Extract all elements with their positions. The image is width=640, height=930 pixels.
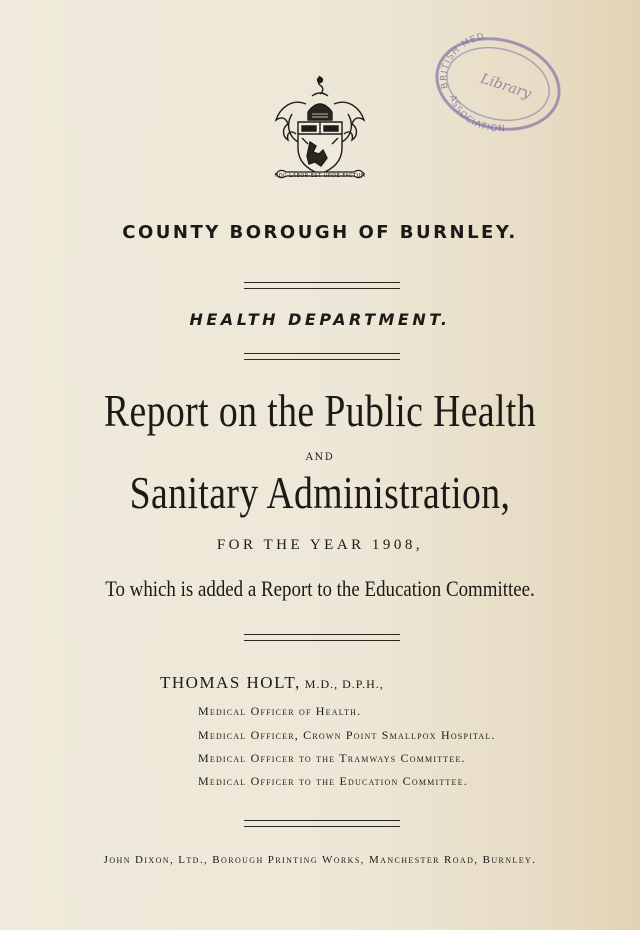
report-year: FOR THE YEAR 1908,	[216, 537, 424, 553]
double-rule	[244, 353, 400, 360]
crest-motto: HOC LABOR EST UNDE FACTUM	[274, 173, 366, 179]
stamp-text-top: BRITISH MED	[439, 31, 487, 90]
report-title-line1: Report on the Public Health	[103, 385, 537, 436]
department-heading: HEALTH DEPARTMENT.	[189, 310, 451, 329]
stamp-text-bottom: ASSOCIATION	[446, 94, 506, 134]
author-degrees: M.D., D.P.H.,	[304, 677, 384, 691]
author-office: Medical Officer to the Tramways Committee.	[198, 751, 466, 765]
stamp-text-center: Library	[478, 70, 534, 103]
printer-imprint: John Dixon, Ltd., Borough Printing Works, Manchester Road, Burnley.	[103, 854, 537, 866]
county-heading: COUNTY BOROUGH OF BURNLEY.	[122, 222, 518, 243]
library-stamp	[428, 30, 564, 134]
author-office: Medical Officer, Crown Point Smallpox Hospital.	[198, 728, 496, 742]
author-name: THOMAS HOLT,	[160, 673, 301, 692]
author-line	[160, 673, 384, 693]
double-rule	[244, 282, 400, 289]
author-office: Medical Officer of Health.	[198, 704, 362, 718]
report-title-line2: Sanitary Administration,	[129, 467, 511, 518]
double-rule	[244, 820, 400, 827]
title-conjunction: AND	[305, 452, 335, 463]
report-addendum: To which is added a Report to the Education Committee.	[105, 576, 535, 601]
coat-of-arms	[262, 74, 378, 192]
author-office: Medical Officer to the Education Committee.	[198, 774, 468, 788]
double-rule	[244, 634, 400, 641]
